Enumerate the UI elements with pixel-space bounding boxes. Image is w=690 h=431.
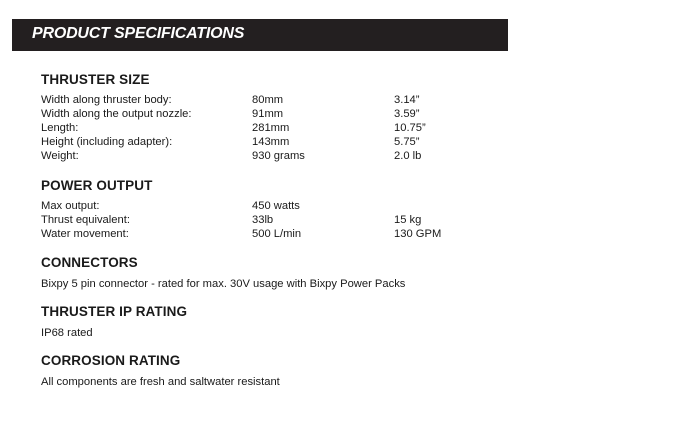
spec-row bbox=[41, 149, 661, 163]
spec-label: Height (including adapter): bbox=[41, 136, 173, 148]
spec-label: Thrust equivalent: bbox=[41, 214, 130, 226]
spec-metric-value: 80mm bbox=[252, 94, 284, 106]
spec-row bbox=[41, 135, 661, 149]
spec-metric-value: 143mm bbox=[252, 136, 290, 148]
spec-row bbox=[41, 93, 661, 107]
spec-imperial-value: 3.14” bbox=[394, 94, 420, 106]
thruster-size-section bbox=[41, 71, 661, 163]
specifications-banner bbox=[12, 19, 508, 51]
spec-metric-value: 281mm bbox=[252, 122, 290, 134]
spec-label: Width along the output nozzle: bbox=[41, 108, 192, 120]
spec-imperial-value: 3.59” bbox=[394, 108, 420, 120]
thruster-size-heading: THRUSTER SIZE bbox=[41, 72, 150, 87]
spec-imperial-value: 10.75” bbox=[394, 122, 426, 134]
spec-value: 33lb bbox=[252, 214, 274, 226]
spec-metric-value: 930 grams bbox=[252, 150, 305, 162]
corrosion-heading: CORROSION RATING bbox=[41, 353, 181, 368]
corrosion-section bbox=[41, 352, 661, 389]
spec-label: Width along thruster body: bbox=[41, 94, 172, 106]
spec-label: Water movement: bbox=[41, 228, 129, 240]
spec-row bbox=[41, 213, 661, 227]
connectors-text: Bixpy 5 pin connector - rated for max. 30V usage with Bixpy Power Packs bbox=[41, 278, 406, 290]
page-title: PRODUCT SPECIFICATIONS bbox=[32, 25, 245, 42]
ip-rating-heading: THRUSTER IP RATING bbox=[41, 304, 188, 319]
connectors-section bbox=[41, 254, 661, 291]
spec-imperial-value: 5.75” bbox=[394, 136, 420, 148]
spec-alt-value: 130 GPM bbox=[394, 228, 442, 240]
spec-row bbox=[41, 121, 661, 135]
spec-row bbox=[41, 199, 661, 213]
power-output-section bbox=[41, 177, 661, 241]
connectors-heading: CONNECTORS bbox=[41, 255, 138, 270]
spec-label: Length: bbox=[41, 122, 79, 134]
spec-metric-value: 91mm bbox=[252, 108, 284, 120]
spec-row bbox=[41, 107, 661, 121]
ip-rating-text: IP68 rated bbox=[41, 327, 93, 339]
spec-alt-value: 15 kg bbox=[394, 214, 422, 226]
corrosion-text: All components are fresh and saltwater resistant bbox=[41, 376, 280, 388]
spec-row bbox=[41, 227, 661, 241]
spec-value: 500 L/min bbox=[252, 228, 302, 240]
spec-imperial-value: 2.0 lb bbox=[394, 150, 422, 162]
spec-label: Max output: bbox=[41, 200, 100, 212]
spec-value: 450 watts bbox=[252, 200, 300, 212]
ip-rating-section bbox=[41, 303, 661, 340]
spec-label: Weight: bbox=[41, 150, 79, 162]
power-output-heading: POWER OUTPUT bbox=[41, 178, 153, 193]
